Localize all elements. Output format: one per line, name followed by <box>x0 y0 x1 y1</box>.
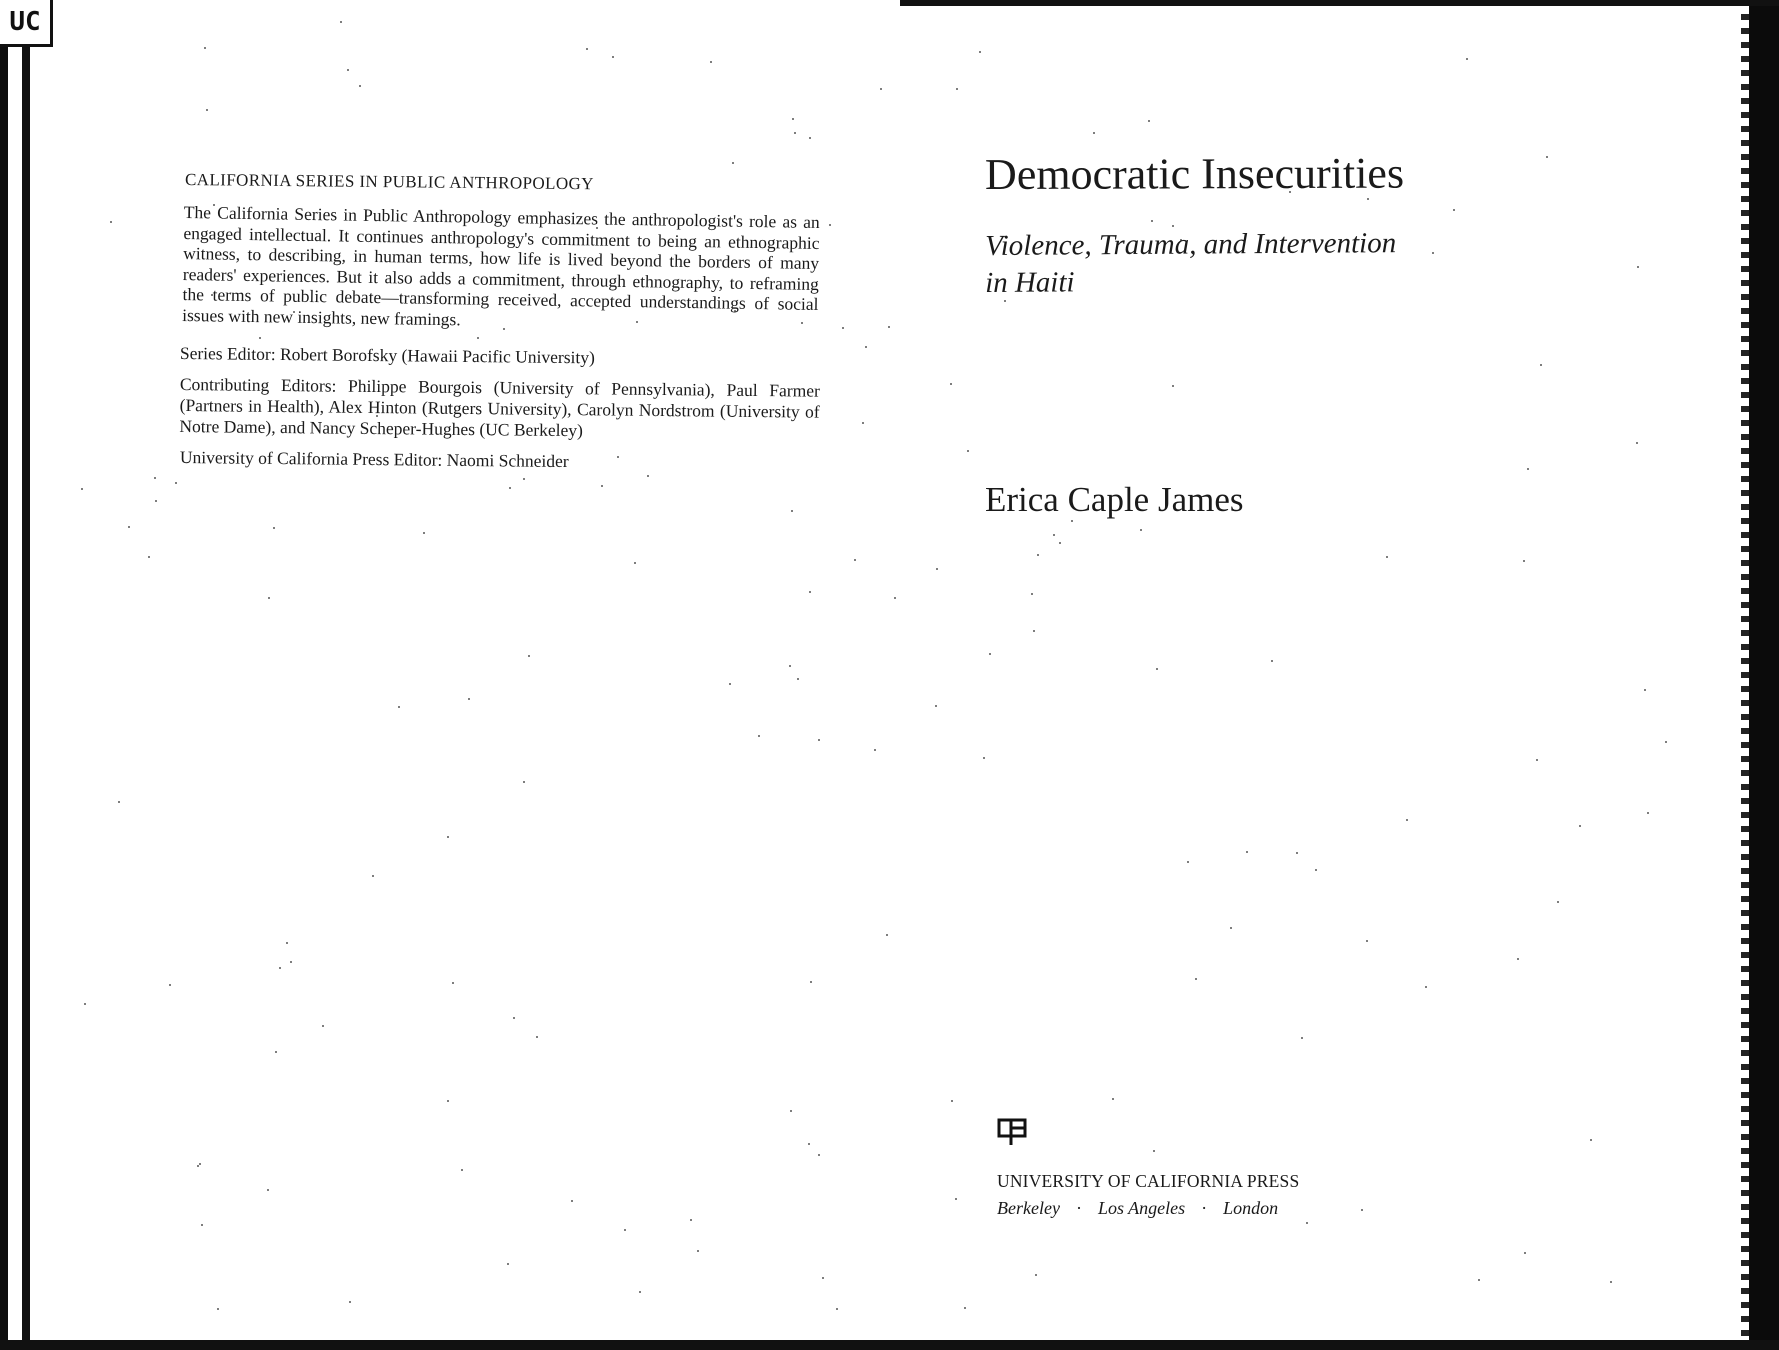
city-london: London <box>1223 1198 1279 1218</box>
book-author: Erica Caple James <box>985 480 1244 519</box>
scan-speck <box>507 1263 509 1265</box>
scan-edge-right-inner <box>1741 0 1749 1350</box>
scan-speck <box>956 88 958 90</box>
scan-speck <box>118 801 120 803</box>
scan-speck <box>1590 1139 1592 1141</box>
scan-speck <box>818 739 820 741</box>
scan-speck <box>1466 58 1468 60</box>
scan-speck <box>1665 741 1667 743</box>
scan-speck <box>523 781 525 783</box>
scan-speck <box>1053 534 1055 536</box>
scan-speck <box>128 526 130 528</box>
scan-speck <box>1361 1209 1363 1211</box>
series-page <box>180 170 820 478</box>
scan-speck <box>1523 560 1525 562</box>
scan-speck <box>935 705 937 707</box>
scan-speck <box>148 556 150 558</box>
scan-speck <box>888 326 890 328</box>
scan-speck <box>1271 660 1273 662</box>
scan-speck <box>81 488 83 490</box>
scan-speck <box>964 1307 966 1309</box>
scan-speck <box>513 1017 515 1019</box>
city-berkeley: Berkeley <box>997 1198 1060 1218</box>
scan-speck <box>1536 759 1538 761</box>
scan-speck <box>586 48 588 50</box>
scan-speck <box>201 1224 203 1226</box>
publisher-name: UNIVERSITY OF CALIFORNIA PRESS <box>997 1171 1300 1191</box>
scan-edge-top <box>900 0 1779 6</box>
scan-speck <box>110 221 112 223</box>
scan-speck <box>1301 1037 1303 1039</box>
scan-speck <box>1296 852 1298 854</box>
scan-speck <box>279 967 281 969</box>
book-subtitle-line2: in Haiti <box>985 266 1075 300</box>
scan-speck <box>322 1025 324 1027</box>
scan-speck <box>729 683 731 685</box>
scan-speck <box>1059 542 1061 544</box>
scan-speck <box>347 69 349 71</box>
scan-speck <box>732 162 734 164</box>
scan-speck <box>1644 689 1646 691</box>
scan-speck <box>894 597 896 599</box>
scan-speck <box>528 655 530 657</box>
scan-speck <box>447 836 449 838</box>
city-los-angeles: Los Angeles <box>1097 1198 1186 1218</box>
scan-speck <box>199 1163 201 1165</box>
scan-speck <box>1035 1274 1037 1276</box>
scan-speck <box>955 1198 957 1200</box>
publisher-cities <box>997 1198 1299 1219</box>
scan-speck <box>1156 668 1158 670</box>
scan-speck <box>797 678 799 680</box>
scan-speck <box>1610 1281 1612 1283</box>
scan-speck <box>612 56 614 58</box>
scan-speck <box>874 749 876 751</box>
scan-speck <box>523 478 525 480</box>
scan-speck <box>1478 1279 1480 1281</box>
scan-speck <box>1366 940 1368 942</box>
corner-label: UC <box>0 0 53 47</box>
scan-speck <box>197 1165 199 1167</box>
scan-speck <box>862 422 864 424</box>
scan-speck <box>639 1291 641 1293</box>
scan-speck <box>1033 630 1035 632</box>
city-separator: · <box>1201 1198 1208 1218</box>
scan-speck <box>155 500 157 502</box>
scan-speck <box>1406 819 1408 821</box>
scan-speck <box>710 61 712 63</box>
scan-speck <box>349 1301 351 1303</box>
scan-speck <box>624 1229 626 1231</box>
scan-speck <box>571 1200 573 1202</box>
series-editor: Series Editor: Robert Borofsky (Hawaii Pacific University) <box>179 343 596 368</box>
scan-speck <box>697 1250 699 1252</box>
scan-speck <box>809 591 811 593</box>
scan-speck <box>836 1308 838 1310</box>
scan-speck <box>690 1219 692 1221</box>
press-editor: University of California Press Editor: Naomi Schneider <box>179 447 569 472</box>
scan-speck <box>1517 958 1519 960</box>
scan-speck <box>791 510 793 512</box>
scan-speck <box>1540 364 1542 366</box>
scan-speck <box>886 934 888 936</box>
scan-speck <box>452 982 454 984</box>
scan-speck <box>1315 869 1317 871</box>
scan-speck <box>880 88 882 90</box>
scan-speck <box>273 527 275 529</box>
scan-speck <box>794 132 796 134</box>
scan-speck <box>1187 861 1189 863</box>
scan-speck <box>340 21 342 23</box>
series-description: The California Series in Public Anthropology emphasizes the anthropologist's role as an engaged intellectual. It continues anthropology's commitment to being an ethnographic witness, to describing, in human terms, how life is lived beyond the borders of many readers' experiences. But it also adds a commitment, through ethnography, to reframing the terms of public debate—transforming received, accepted understandings of social issues with new insights, new framings. <box>182 202 820 329</box>
scan-edge-bottom <box>0 1340 1779 1350</box>
press-logo-icon <box>997 1118 1027 1146</box>
scan-speck <box>204 47 206 49</box>
scan-speck <box>865 346 867 348</box>
scan-speck <box>936 568 938 570</box>
scan-speck <box>206 109 208 111</box>
scan-speck <box>842 327 844 329</box>
scan-speck <box>989 653 991 655</box>
scan-speck <box>809 137 811 139</box>
scan-speck <box>290 961 292 963</box>
scan-speck <box>790 1110 792 1112</box>
scan-speck <box>1386 556 1388 558</box>
scan-speck <box>951 1100 953 1102</box>
contributing-editors: Contributing Editors: Philippe Bourgois (University of Pennsylvania), Paul Farmer (Partners in Health), Alex Hinton (Rutgers University), Carolyn Nordstrom (University of Notre Dame), and Nancy Scheper-Hughes (UC Berkeley) <box>179 374 820 441</box>
scan-speck <box>461 1169 463 1171</box>
series-title: CALIFORNIA SERIES IN PUBLIC ANTHROPOLOGY <box>184 170 595 194</box>
scan-speck <box>1230 927 1232 929</box>
scan-speck <box>1579 825 1581 827</box>
scan-speck <box>758 735 760 737</box>
scan-speck <box>1636 442 1638 444</box>
scan-speck <box>1112 1098 1114 1100</box>
scan-speck <box>810 981 812 983</box>
scan-speck <box>1037 554 1039 556</box>
scan-edge-left <box>0 0 8 1350</box>
scan-speck <box>398 706 400 708</box>
scan-speck <box>1031 593 1033 595</box>
scan-speck <box>468 698 470 700</box>
scan-speck <box>275 1051 277 1053</box>
scan-speck <box>154 477 156 479</box>
scan-speck <box>1148 120 1150 122</box>
scan-speck <box>1246 851 1248 853</box>
scan-edge-right <box>1749 0 1779 1350</box>
book-subtitle-line1: Violence, Trauma, and Intervention <box>985 227 1397 263</box>
scan-speck <box>792 118 794 120</box>
publisher-block <box>997 1118 1299 1219</box>
scan-speck <box>175 482 177 484</box>
book-title: Democratic Insecurities <box>984 148 1405 200</box>
scan-speck <box>267 1189 269 1191</box>
scan-speck <box>423 532 425 534</box>
title-page <box>984 148 1585 519</box>
scan-speck <box>536 1036 538 1038</box>
scan-speck <box>829 224 831 226</box>
scan-speck <box>1647 812 1649 814</box>
scan-speck <box>1524 1252 1526 1254</box>
scan-speck <box>447 1100 449 1102</box>
scan-speck <box>822 1277 824 1279</box>
scan-speck <box>1195 978 1197 980</box>
scan-speck <box>84 1003 86 1005</box>
scan-speck <box>808 1143 810 1145</box>
scan-speck <box>1425 986 1427 988</box>
scan-speck <box>268 597 270 599</box>
scan-speck <box>818 1154 820 1156</box>
scan-edge-left-inner <box>18 0 52 1350</box>
city-separator: · <box>1075 1198 1082 1218</box>
scan-speck <box>217 1308 219 1310</box>
scan-speck <box>967 450 969 452</box>
scan-speck <box>286 942 288 944</box>
scan-speck <box>359 85 361 87</box>
scan-speck <box>950 383 952 385</box>
scan-speck <box>1637 266 1639 268</box>
scan-speck <box>1306 1222 1308 1224</box>
scan-speck <box>1093 132 1095 134</box>
scan-speck <box>601 485 603 487</box>
scan-speck <box>169 984 171 986</box>
scan-speck <box>634 562 636 564</box>
scan-speck <box>1527 468 1529 470</box>
scan-speck <box>1140 529 1142 531</box>
scan-speck <box>372 875 374 877</box>
scan-speck <box>983 757 985 759</box>
scan-speck <box>979 51 981 53</box>
scan-speck <box>1172 385 1174 387</box>
scan-speck <box>509 487 511 489</box>
scan-speck <box>854 559 856 561</box>
scan-speck <box>789 665 791 667</box>
scan-speck <box>1557 901 1559 903</box>
